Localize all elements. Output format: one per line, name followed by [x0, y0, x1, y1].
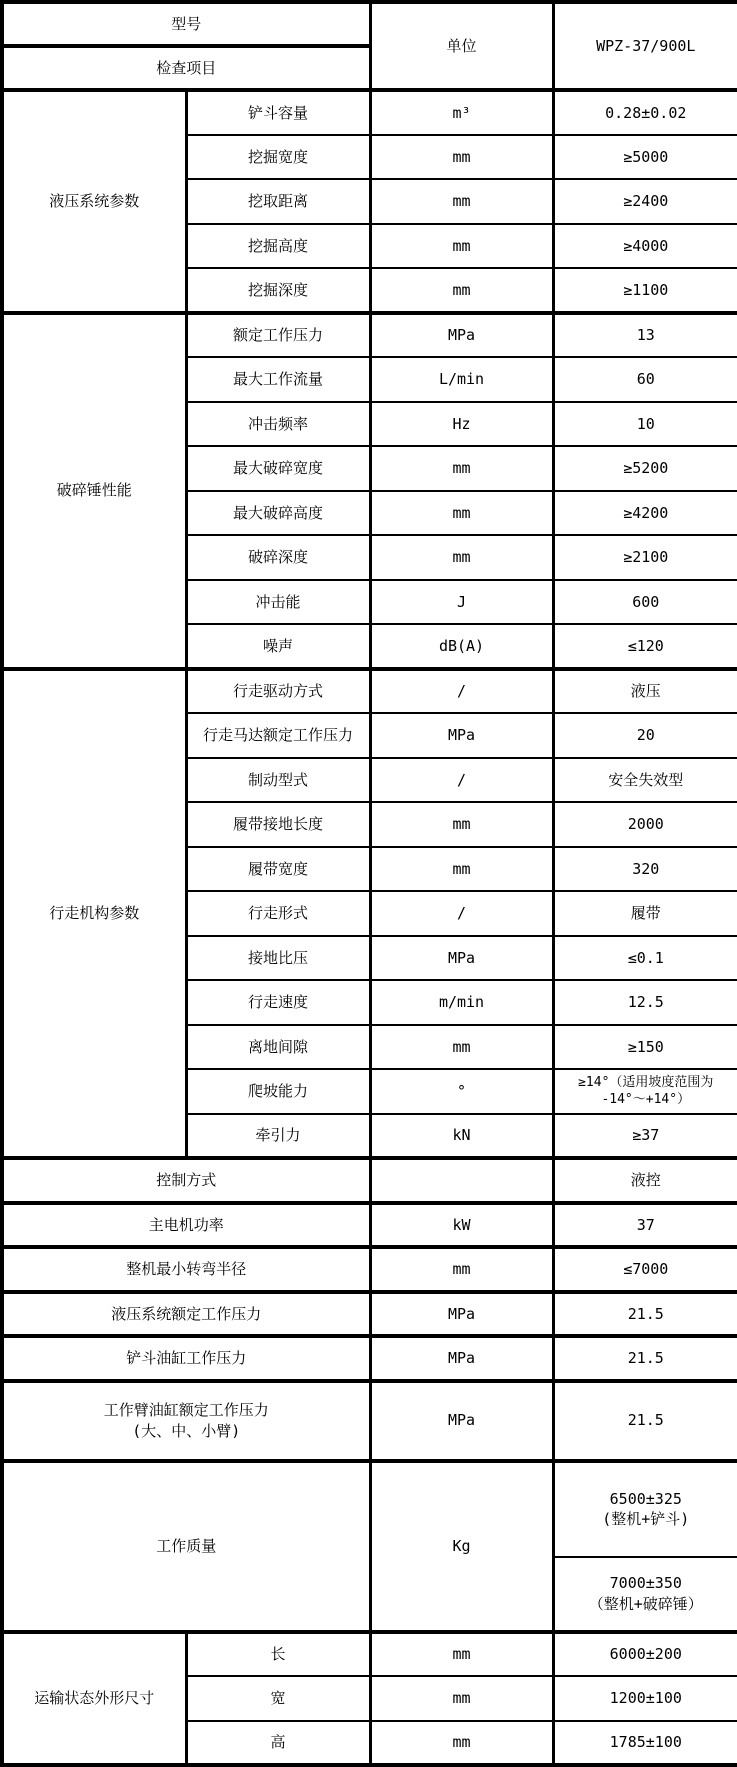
unit-cell: dB(A) — [370, 624, 553, 669]
inspection-label-cell: 检查项目 — [2, 46, 370, 90]
unit-cell: mm — [370, 1632, 553, 1677]
unit-cell: mm — [370, 135, 553, 180]
value-cell: 安全失效型 — [553, 758, 737, 803]
table-row — [2, 1158, 737, 1203]
item-label: 爬坡能力 — [186, 1069, 370, 1114]
unit-cell: m³ — [370, 90, 553, 135]
unit-header-cell: 单位 — [370, 2, 553, 90]
value-cell: ≥5000 — [553, 135, 737, 180]
unit-cell: mm — [370, 1721, 553, 1766]
unit-cell: MPa — [370, 1292, 553, 1337]
item-label: 额定工作压力 — [186, 313, 370, 358]
unit-cell: kN — [370, 1114, 553, 1159]
value-cell: 21.5 — [553, 1292, 737, 1337]
mass-value-2-number: 7000±350 — [609, 1574, 682, 1593]
item-label: 宽 — [186, 1676, 370, 1721]
item-label: 履带宽度 — [186, 847, 370, 892]
item-label: 行走速度 — [186, 980, 370, 1025]
item-label: 制动型式 — [186, 758, 370, 803]
single-row-label: 铲斗油缸工作压力 — [2, 1336, 370, 1381]
group-breaker-label: 破碎锤性能 — [2, 313, 186, 669]
value-cell: ≥37 — [553, 1114, 737, 1159]
value-cell: ≥150 — [553, 1025, 737, 1070]
item-label: 最大破碎宽度 — [186, 446, 370, 491]
value-cell: ≥2100 — [553, 535, 737, 580]
table-row — [2, 2, 737, 46]
value-cell: ≤120 — [553, 624, 737, 669]
value-cell: ≤7000 — [553, 1247, 737, 1292]
mass-value-1-number: 6500±325 — [609, 1489, 682, 1508]
value-cell: 12.5 — [553, 980, 737, 1025]
value-cell: 1785±100 — [553, 1721, 737, 1766]
item-label: 牵引力 — [186, 1114, 370, 1159]
unit-cell — [370, 1158, 553, 1203]
value-cell: 10 — [553, 402, 737, 447]
value-cell: ≥1100 — [553, 268, 737, 313]
item-label: 高 — [186, 1721, 370, 1766]
item-label: 冲击频率 — [186, 402, 370, 447]
value-cell: ≥5200 — [553, 446, 737, 491]
value-cell: 20 — [553, 713, 737, 758]
unit-cell: MPa — [370, 713, 553, 758]
unit-cell: mm — [370, 268, 553, 313]
unit-cell: kW — [370, 1203, 553, 1248]
unit-cell: mm — [370, 535, 553, 580]
value-cell: ≤0.1 — [553, 936, 737, 981]
mass-label: 工作质量 — [2, 1461, 370, 1632]
table-row — [2, 313, 737, 358]
unit-cell: mm — [370, 847, 553, 892]
model-value-cell: WPZ-37/900L — [553, 2, 737, 90]
item-label: 铲斗容量 — [186, 90, 370, 135]
table-row — [2, 1381, 737, 1461]
table-row — [2, 1203, 737, 1248]
item-label: 挖掘宽度 — [186, 135, 370, 180]
value-cell: 6000±200 — [553, 1632, 737, 1677]
single-row-label: 整机最小转弯半径 — [2, 1247, 370, 1292]
group-hydraulic-label: 液压系统参数 — [2, 90, 186, 313]
unit-cell: m/min — [370, 980, 553, 1025]
item-label: 长 — [186, 1632, 370, 1677]
value-cell: ≥2400 — [553, 179, 737, 224]
single-row-label: 主电机功率 — [2, 1203, 370, 1248]
unit-cell: mm — [370, 446, 553, 491]
value-cell: 液压 — [553, 669, 737, 714]
unit-cell: mm — [370, 1025, 553, 1070]
value-cell: 13 — [553, 313, 737, 358]
mass-value-2 — [553, 1557, 737, 1632]
item-label: 噪声 — [186, 624, 370, 669]
mass-value-2-note: （整机+破碎锤） — [588, 1594, 703, 1613]
value-cell: 液控 — [553, 1158, 737, 1203]
unit-cell: mm — [370, 224, 553, 269]
unit-cell: mm — [370, 1676, 553, 1721]
item-label: 挖掘深度 — [186, 268, 370, 313]
unit-cell: MPa — [370, 936, 553, 981]
item-label: 挖取距离 — [186, 179, 370, 224]
table-row — [2, 1247, 737, 1292]
item-label: 行走驱动方式 — [186, 669, 370, 714]
unit-cell: / — [370, 669, 553, 714]
unit-cell: / — [370, 758, 553, 803]
item-label: 挖掘高度 — [186, 224, 370, 269]
unit-cell: mm — [370, 802, 553, 847]
table-row — [2, 90, 737, 135]
unit-cell: L/min — [370, 357, 553, 402]
value-cell: 0.28±0.02 — [553, 90, 737, 135]
single-row-label: 液压系统额定工作压力 — [2, 1292, 370, 1337]
value-cell: 履带 — [553, 891, 737, 936]
unit-cell: MPa — [370, 1381, 553, 1461]
value-cell: 320 — [553, 847, 737, 892]
group-travel-label: 行走机构参数 — [2, 669, 186, 1159]
mass-unit: Kg — [370, 1461, 553, 1632]
mass-value-1 — [553, 1461, 737, 1557]
unit-cell: ° — [370, 1069, 553, 1114]
unit-cell: J — [370, 580, 553, 625]
model-label-cell: 型号 — [2, 2, 370, 46]
value-cell: 37 — [553, 1203, 737, 1248]
unit-cell: mm — [370, 491, 553, 536]
item-label: 最大工作流量 — [186, 357, 370, 402]
item-label: 接地比压 — [186, 936, 370, 981]
table-row — [2, 1461, 737, 1557]
value-cell: 2000 — [553, 802, 737, 847]
unit-cell: / — [370, 891, 553, 936]
value-cell: 21.5 — [553, 1336, 737, 1381]
arm-pressure-label-line1: 工作臂油缸额定工作压力 — [103, 1401, 269, 1420]
unit-cell: mm — [370, 1247, 553, 1292]
table-row — [2, 1292, 737, 1337]
value-cell: ≥4200 — [553, 491, 737, 536]
arm-pressure-label-line2: (大、中、小臂) — [132, 1421, 241, 1440]
single-row-label: 控制方式 — [2, 1158, 370, 1203]
value-cell: ≥4000 — [553, 224, 737, 269]
value-cell — [553, 1069, 737, 1114]
item-label: 行走马达额定工作压力 — [186, 713, 370, 758]
unit-cell: MPa — [370, 1336, 553, 1381]
value-cell: 1200±100 — [553, 1676, 737, 1721]
table-row — [2, 1336, 737, 1381]
value-cell: 600 — [553, 580, 737, 625]
unit-cell: Hz — [370, 402, 553, 447]
item-label: 破碎深度 — [186, 535, 370, 580]
item-label: 最大破碎高度 — [186, 491, 370, 536]
item-label: 行走形式 — [186, 891, 370, 936]
item-label: 离地间隙 — [186, 1025, 370, 1070]
gradeability-value-line1: ≥14°（适用坡度范围为 — [578, 1074, 714, 1090]
item-label: 冲击能 — [186, 580, 370, 625]
value-cell: 21.5 — [553, 1381, 737, 1461]
unit-cell: MPa — [370, 313, 553, 358]
mass-value-1-note: (整机+铲斗) — [602, 1510, 690, 1528]
table-row — [2, 669, 737, 714]
table-row — [2, 1632, 737, 1677]
value-cell: 60 — [553, 357, 737, 402]
arm-pressure-label — [2, 1381, 370, 1461]
gradeability-value-line2: -14°～+14°） — [601, 1092, 691, 1108]
unit-cell: mm — [370, 179, 553, 224]
item-label: 履带接地长度 — [186, 802, 370, 847]
group-transport-label: 运输状态外形尺寸 — [2, 1632, 186, 1766]
